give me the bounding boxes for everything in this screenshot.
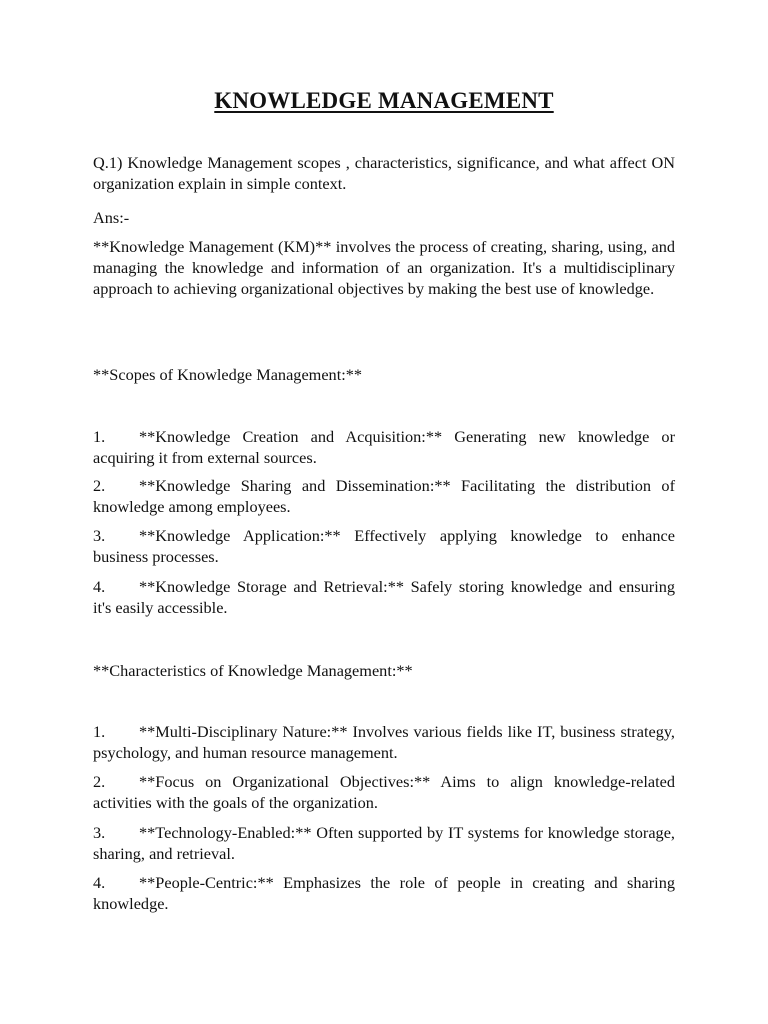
characteristics-heading: **Characteristics of Knowledge Management:** xyxy=(93,661,413,680)
list-number: 3. xyxy=(93,823,106,842)
list-item xyxy=(93,426,675,468)
list-number: 4. xyxy=(93,577,106,596)
list-item xyxy=(93,576,675,618)
list-item xyxy=(93,872,675,914)
list-item-text: **People-Centric:** Emphasizes the role of people in creating and sharing knowledge. xyxy=(93,873,675,913)
list-item xyxy=(93,822,675,864)
list-item-text: **Multi-Disciplinary Nature:** Involves various fields like IT, business strategy, psychology, and human resource management. xyxy=(93,722,675,762)
list-item-text: **Focus on Organizational Objectives:** Aims to align knowledge-related activities with the goals of the organization. xyxy=(93,772,675,812)
list-number: 2. xyxy=(93,476,106,495)
list-number: 2. xyxy=(93,772,106,791)
list-number: 3. xyxy=(93,526,106,545)
list-item xyxy=(93,475,675,517)
list-item xyxy=(93,771,675,813)
list-number: 1. xyxy=(93,722,106,741)
list-item-text: **Knowledge Creation and Acquisition:** Generating new knowledge or acquiring it from external sources. xyxy=(93,427,675,467)
question-text: Q.1) Knowledge Management scopes , characteristics, significance, and what affect ON organization explain in simple context. xyxy=(93,153,675,193)
list-item-text: **Knowledge Application:** Effectively applying knowledge to enhance business processes. xyxy=(93,526,675,566)
list-item xyxy=(93,721,675,763)
scopes-heading: **Scopes of Knowledge Management:** xyxy=(93,365,363,384)
list-item-text: **Technology-Enabled:** Often supported by IT systems for knowledge storage, sharing, and retrieval. xyxy=(93,823,675,863)
list-item-text: **Knowledge Sharing and Dissemination:** Facilitating the distribution of knowledge among employees. xyxy=(93,476,675,516)
intro-paragraph: **Knowledge Management (KM)** involves the process of creating, sharing, using, and managing the knowledge and information of an organization. It's a multidisciplinary approach to achieving organizational objectives by making the best use of knowledge. xyxy=(93,237,675,298)
answer-label: Ans:- xyxy=(93,208,130,227)
list-number: 1. xyxy=(93,427,106,446)
page-title: KNOWLEDGE MANAGEMENT xyxy=(214,88,554,113)
list-item-text: **Knowledge Storage and Retrieval:** Safely storing knowledge and ensuring it's easily accessible. xyxy=(93,577,675,617)
list-number: 4. xyxy=(93,873,106,892)
list-item xyxy=(93,525,675,567)
